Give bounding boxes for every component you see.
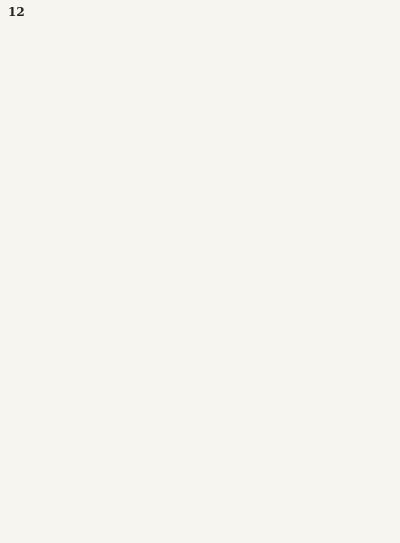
page-number: 12 bbox=[8, 5, 25, 19]
right-column bbox=[208, 18, 386, 530]
left-column bbox=[18, 18, 196, 530]
register-columns bbox=[18, 18, 386, 530]
